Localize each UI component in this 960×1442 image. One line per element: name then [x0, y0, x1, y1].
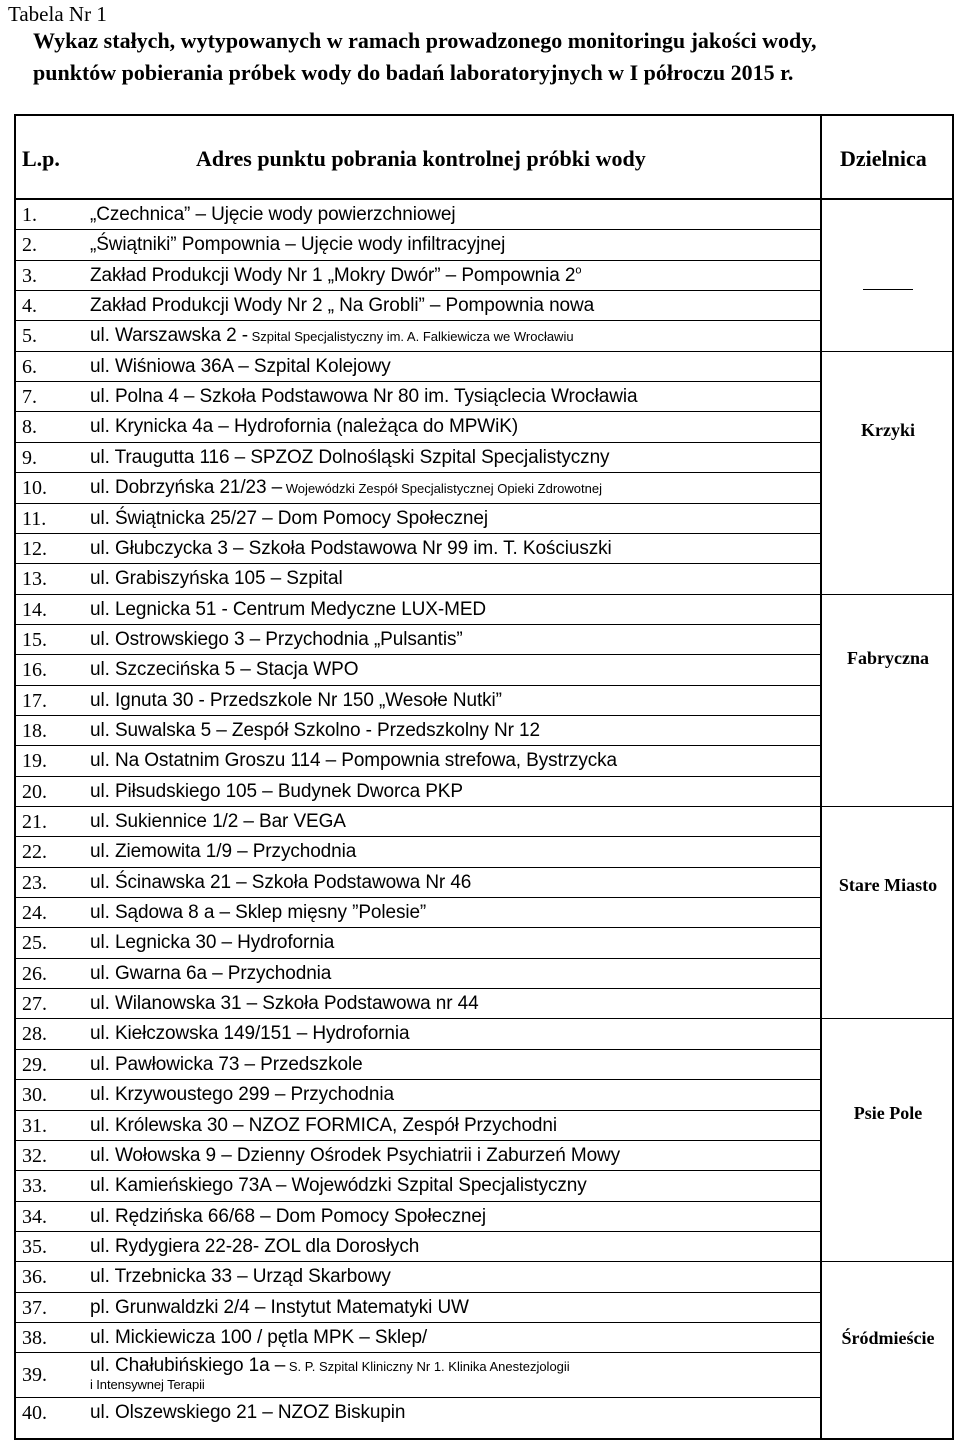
table-border-bottom: [14, 1438, 954, 1440]
row-address: [90, 989, 479, 1019]
row-separator: [14, 927, 822, 928]
district-fabryczna: Fabryczna: [847, 648, 929, 668]
table-row: [14, 534, 822, 564]
table-row: [14, 443, 822, 473]
row-separator: [14, 594, 822, 595]
address-text: ul. Traugutta 116 – SPZOZ Dolnośląski Szpital Specjalistyczny: [90, 446, 610, 468]
row-address: [90, 473, 602, 504]
row-number: 1.: [22, 204, 37, 226]
row-separator: [14, 836, 822, 837]
row-address: [90, 928, 334, 958]
table-row: [14, 898, 822, 928]
row-address: [90, 625, 463, 655]
row-address: [90, 1202, 486, 1232]
address-text: Zakład Produkcji Wody Nr 2 „ Na Grobli” – Pompownia nowa: [90, 295, 595, 317]
row-separator: [14, 472, 822, 473]
row-address: [90, 412, 518, 442]
row-address: [90, 1232, 419, 1262]
row-number: 10.: [22, 477, 47, 500]
address-text: Zakład Produkcji Wody Nr 1 „Mokry Dwór” – Pompownia 2: [90, 264, 576, 286]
table-row: [14, 655, 822, 685]
row-address: [90, 200, 456, 230]
row-address: [90, 868, 471, 898]
row-address: [90, 1019, 409, 1049]
row-separator: [14, 503, 822, 504]
address-detail-line-2: i Intensywnej Terapii: [90, 1377, 205, 1393]
district-group-separator: [822, 594, 954, 595]
table-row: [14, 1262, 822, 1292]
address-text: ul. Legnicka 51 - Centrum Medyczne LUX-MED: [90, 598, 487, 620]
row-number: 33.: [22, 1175, 47, 1198]
table-row: [14, 1232, 822, 1262]
row-number: 22.: [22, 841, 47, 864]
district-group-separator: [822, 806, 954, 807]
address-text: ul. Mickiewicza 100 / pętla MPK – Sklep/: [90, 1326, 428, 1348]
table-row: [14, 1323, 822, 1353]
row-number: 26.: [22, 962, 47, 985]
address-superscript: o: [575, 264, 582, 277]
address-text: ul. Trzebnicka 33 – Urząd Skarbowy: [90, 1266, 391, 1288]
monitoring-points-table: [14, 114, 954, 1440]
row-separator: [14, 229, 822, 230]
row-number: 18.: [22, 719, 47, 742]
row-address: [90, 1171, 587, 1201]
address-text: ul. Krzywoustego 299 – Przychodnia: [90, 1084, 394, 1106]
row-number: 29.: [22, 1053, 47, 1076]
address-text: ul. Dobrzyńska 21/23 –: [90, 477, 283, 499]
table-row: [14, 1080, 822, 1110]
table-row: [14, 868, 822, 898]
row-separator: [14, 654, 822, 655]
row-separator: [14, 685, 822, 686]
row-separator: [14, 1079, 822, 1080]
table-row: [14, 352, 822, 382]
row-address: [90, 686, 502, 716]
address-text: ul. Ignuta 30 - Przedszkole Nr 150 „Wesołe Nutki”: [90, 689, 502, 711]
row-number: 17.: [22, 689, 47, 712]
row-address: [90, 443, 609, 473]
address-text: ul. Szczecińska 5 – Stacja WPO: [90, 659, 359, 681]
row-number: 23.: [22, 871, 47, 894]
address-text: ul. Warszawska 2 -: [90, 325, 248, 347]
row-separator: [14, 260, 822, 261]
row-number: 3.: [22, 264, 37, 287]
row-separator: [14, 1110, 822, 1111]
row-address: [90, 261, 581, 291]
row-address: [90, 1293, 469, 1323]
address-text: ul. Piłsudskiego 105 – Budynek Dworca PKP: [90, 780, 463, 802]
address-text: ul. Głubczycka 3 – Szkoła Podstawowa Nr 99 im. T. Kościuszki: [90, 537, 612, 559]
address-text: ul. Kiełczowska 149/151 – Hydrofornia: [90, 1023, 410, 1045]
row-number: 21.: [22, 811, 47, 833]
row-number: 13.: [22, 568, 47, 591]
row-separator: [14, 1201, 822, 1202]
row-address: [90, 746, 617, 776]
address-text: ul. Królewska 30 – NZOZ FORMICA, Zespół Przychodni: [90, 1114, 557, 1136]
row-number: 4.: [22, 295, 37, 318]
address-text: „Świątniki” Pompownia – Ujęcie wody infiltracyjnej: [90, 234, 506, 256]
row-number: 25.: [22, 932, 47, 955]
address-text: ul. Sądowa 8 a – Sklep mięsny ”Polesie”: [90, 902, 427, 924]
row-number: 36.: [22, 1266, 47, 1289]
row-address: [90, 1080, 394, 1110]
address-text: ul. Rydygiera 22-28- ZOL dla Dorosłych: [90, 1235, 420, 1257]
table-row: [14, 777, 822, 807]
table-row: [14, 1141, 822, 1171]
district-group-separator: [822, 1018, 954, 1019]
row-separator: [14, 806, 822, 807]
table-row: [14, 625, 822, 655]
row-separator: [14, 1322, 822, 1323]
row-number: 40.: [22, 1402, 47, 1425]
address-text: ul. Kamieńskiego 73A – Wojewódzki Szpital Specjalistyczny: [90, 1175, 587, 1197]
header-lp: L.p.: [22, 146, 60, 171]
row-address: [90, 959, 331, 989]
table-row: [14, 473, 822, 503]
address-text: ul. Ziemowita 1/9 – Przychodnia: [90, 841, 357, 863]
district-group-separator: [822, 1261, 954, 1262]
row-separator: [14, 1049, 822, 1050]
row-address: [90, 230, 505, 260]
row-separator: [14, 745, 822, 746]
row-address: [90, 1398, 405, 1428]
row-number: 14.: [22, 598, 47, 621]
row-number: 9.: [22, 446, 37, 469]
table-row: [14, 412, 822, 442]
row-number: 31.: [22, 1114, 47, 1137]
table-row: [14, 564, 822, 594]
table-border-right: [952, 114, 954, 1440]
table-row: [14, 200, 822, 230]
row-separator: [14, 1231, 822, 1232]
address-text: ul. Krynicka 4a – Hydrofornia (należąca do MPWiK): [90, 416, 519, 438]
row-address: [90, 291, 594, 321]
address-text: ul. Świątnicka 25/27 – Dom Pomocy Społecznej: [90, 507, 488, 529]
row-separator: [14, 351, 822, 352]
row-address: [90, 595, 486, 625]
row-number: 6.: [22, 355, 37, 378]
row-separator: [14, 1018, 822, 1019]
row-separator: [14, 1352, 822, 1353]
row-separator: [14, 290, 822, 291]
address-text: ul. Wołowska 9 – Dzienny Ośrodek Psychiatrii i Zaburzeń Mowy: [90, 1144, 621, 1166]
row-address: [90, 564, 343, 594]
table-row: [14, 928, 822, 958]
table-border-top: [14, 114, 954, 116]
row-address: [90, 1141, 620, 1171]
row-separator: [14, 1397, 822, 1398]
row-address: [90, 1323, 427, 1353]
header-district: Dzielnica: [840, 146, 927, 171]
row-number: 5.: [22, 325, 37, 348]
row-address: [90, 504, 488, 534]
row-address: [90, 352, 391, 382]
address-text: ul. Wilanowska 31 – Szkoła Podstawowa nr 44: [90, 993, 479, 1015]
row-number: 39.: [22, 1364, 47, 1387]
table-row: [14, 261, 822, 291]
district-stare-miasto: Stare Miasto: [838, 875, 938, 895]
row-address: [90, 777, 463, 807]
table-row: [14, 1398, 822, 1428]
row-number: 28.: [22, 1023, 47, 1046]
address-text: ul. Gwarna 6a – Przychodnia: [90, 962, 332, 984]
address-text: ul. Legnicka 30 – Hydrofornia: [90, 932, 335, 954]
address-detail: S. P. Szpital Kliniczny Nr 1. Klinika Anestezjologii: [285, 1359, 570, 1375]
table-row: [14, 989, 822, 1019]
table-row: [14, 746, 822, 776]
header-address: Adres punktu pobrania kontrolnej próbki wody: [196, 146, 646, 171]
address-text: ul. Grabiszyńska 105 – Szpital: [90, 568, 343, 590]
row-address: [90, 1355, 570, 1392]
district-group-separator: [822, 351, 954, 352]
address-text: pl. Grunwaldzki 2/4 – Instytut Matematyki UW: [90, 1296, 469, 1318]
row-separator: [14, 715, 822, 716]
row-separator: [14, 988, 822, 989]
table-row: [14, 1171, 822, 1201]
address-text: ul. Pawłowicka 73 – Przedszkole: [90, 1053, 363, 1075]
row-separator: [14, 533, 822, 534]
row-address: [90, 655, 358, 685]
address-text: ul. Polna 4 – Szkoła Podstawowa Nr 80 im. Tysiąclecia Wrocławia: [90, 386, 638, 408]
table-row: [14, 837, 822, 867]
row-address: [90, 1262, 391, 1292]
row-address: [90, 898, 426, 928]
table-caption: Tabela Nr 1: [8, 2, 107, 26]
row-separator: [14, 624, 822, 625]
row-separator: [14, 1170, 822, 1171]
district-srodmiescie: Śródmieście: [841, 1328, 935, 1348]
row-separator: [14, 897, 822, 898]
address-detail: Szpital Specjalistyczny im. A. Falkiewicza we Wrocławiu: [247, 329, 574, 345]
row-address: [90, 837, 356, 867]
row-number: 8.: [22, 416, 37, 439]
table-row: [14, 1019, 822, 1049]
address-text: ul. Na Ostatnim Groszu 114 – Pompownia strefowa, Bystrzycka: [90, 750, 618, 772]
table-row: [14, 321, 822, 351]
row-number: 34.: [22, 1205, 47, 1228]
row-number: 20.: [22, 780, 47, 803]
row-separator: [14, 563, 822, 564]
row-number: 32.: [22, 1144, 47, 1167]
address-text: ul. Ścinawska 21 – Szkoła Podstawowa Nr 46: [90, 871, 472, 893]
row-number: 12.: [22, 537, 47, 560]
row-address: [90, 321, 574, 352]
table-row: [14, 959, 822, 989]
table-row: [14, 382, 822, 412]
row-separator: [14, 958, 822, 959]
table-row: [14, 1353, 822, 1398]
table-row: [14, 686, 822, 716]
district-krzyki: Krzyki: [861, 420, 915, 440]
row-number: 37.: [22, 1296, 47, 1319]
row-number: 16.: [22, 659, 47, 682]
table-row: [14, 1293, 822, 1323]
table-row: [14, 807, 822, 837]
document-title-line-2: punktów pobierania próbek wody do badań laboratoryjnych w I półroczu 2015 r.: [33, 60, 794, 85]
row-number: 2.: [22, 234, 37, 257]
dash-placeholder: [863, 289, 913, 290]
row-address: [90, 1050, 363, 1080]
row-address: [90, 534, 612, 564]
district-psie-pole: Psie Pole: [853, 1103, 923, 1123]
row-number: 35.: [22, 1235, 47, 1258]
row-number: 27.: [22, 993, 47, 1016]
table-row: [14, 1111, 822, 1141]
row-separator: [14, 867, 822, 868]
row-separator: [14, 381, 822, 382]
row-number: 11.: [22, 507, 47, 530]
row-address: [90, 807, 346, 837]
row-number: 24.: [22, 902, 47, 925]
row-number: 19.: [22, 750, 47, 773]
row-separator: [14, 1292, 822, 1293]
address-text: ul. Wiśniowa 36A – Szpital Kolejowy: [90, 355, 391, 377]
table-row: [14, 1202, 822, 1232]
row-separator: [14, 1140, 822, 1141]
address-text: ul. Suwalska 5 – Zespół Szkolno - Przedszkolny Nr 12: [90, 719, 540, 741]
row-address: [90, 382, 637, 412]
row-separator: [14, 1261, 822, 1262]
table-row: [14, 504, 822, 534]
address-text: „Czechnica” – Ujęcie wody powierzchniowej: [90, 204, 456, 225]
table-row: [14, 716, 822, 746]
row-number: 7.: [22, 386, 37, 409]
row-separator: [14, 320, 822, 321]
address-text: ul. Sukiennice 1/2 – Bar VEGA: [90, 811, 346, 832]
row-separator: [14, 411, 822, 412]
address-text: ul. Olszewskiego 21 – NZOZ Biskupin: [90, 1402, 406, 1424]
table-row: [14, 1050, 822, 1080]
row-number: 15.: [22, 628, 47, 651]
table-row: [14, 595, 822, 625]
row-separator: [14, 776, 822, 777]
document-title-line-1: Wykaz stałych, wytypowanych w ramach prowadzonego monitoringu jakości wody,: [33, 28, 817, 53]
row-number: 38.: [22, 1326, 47, 1349]
table-row: [14, 291, 822, 321]
table-row: [14, 230, 822, 260]
row-address: [90, 1111, 557, 1141]
row-separator: [14, 442, 822, 443]
address-text: ul. Rędzińska 66/68 – Dom Pomocy Społecznej: [90, 1205, 486, 1227]
address-text: ul. Chałubińskiego 1a –: [90, 1355, 286, 1377]
row-address: [90, 716, 540, 746]
address-text: ul. Ostrowskiego 3 – Przychodnia „Pulsantis”: [90, 628, 463, 650]
address-detail: Wojewódzki Zespół Specjalistycznej Opieki Zdrowotnej: [282, 481, 602, 497]
row-number: 30.: [22, 1084, 47, 1107]
